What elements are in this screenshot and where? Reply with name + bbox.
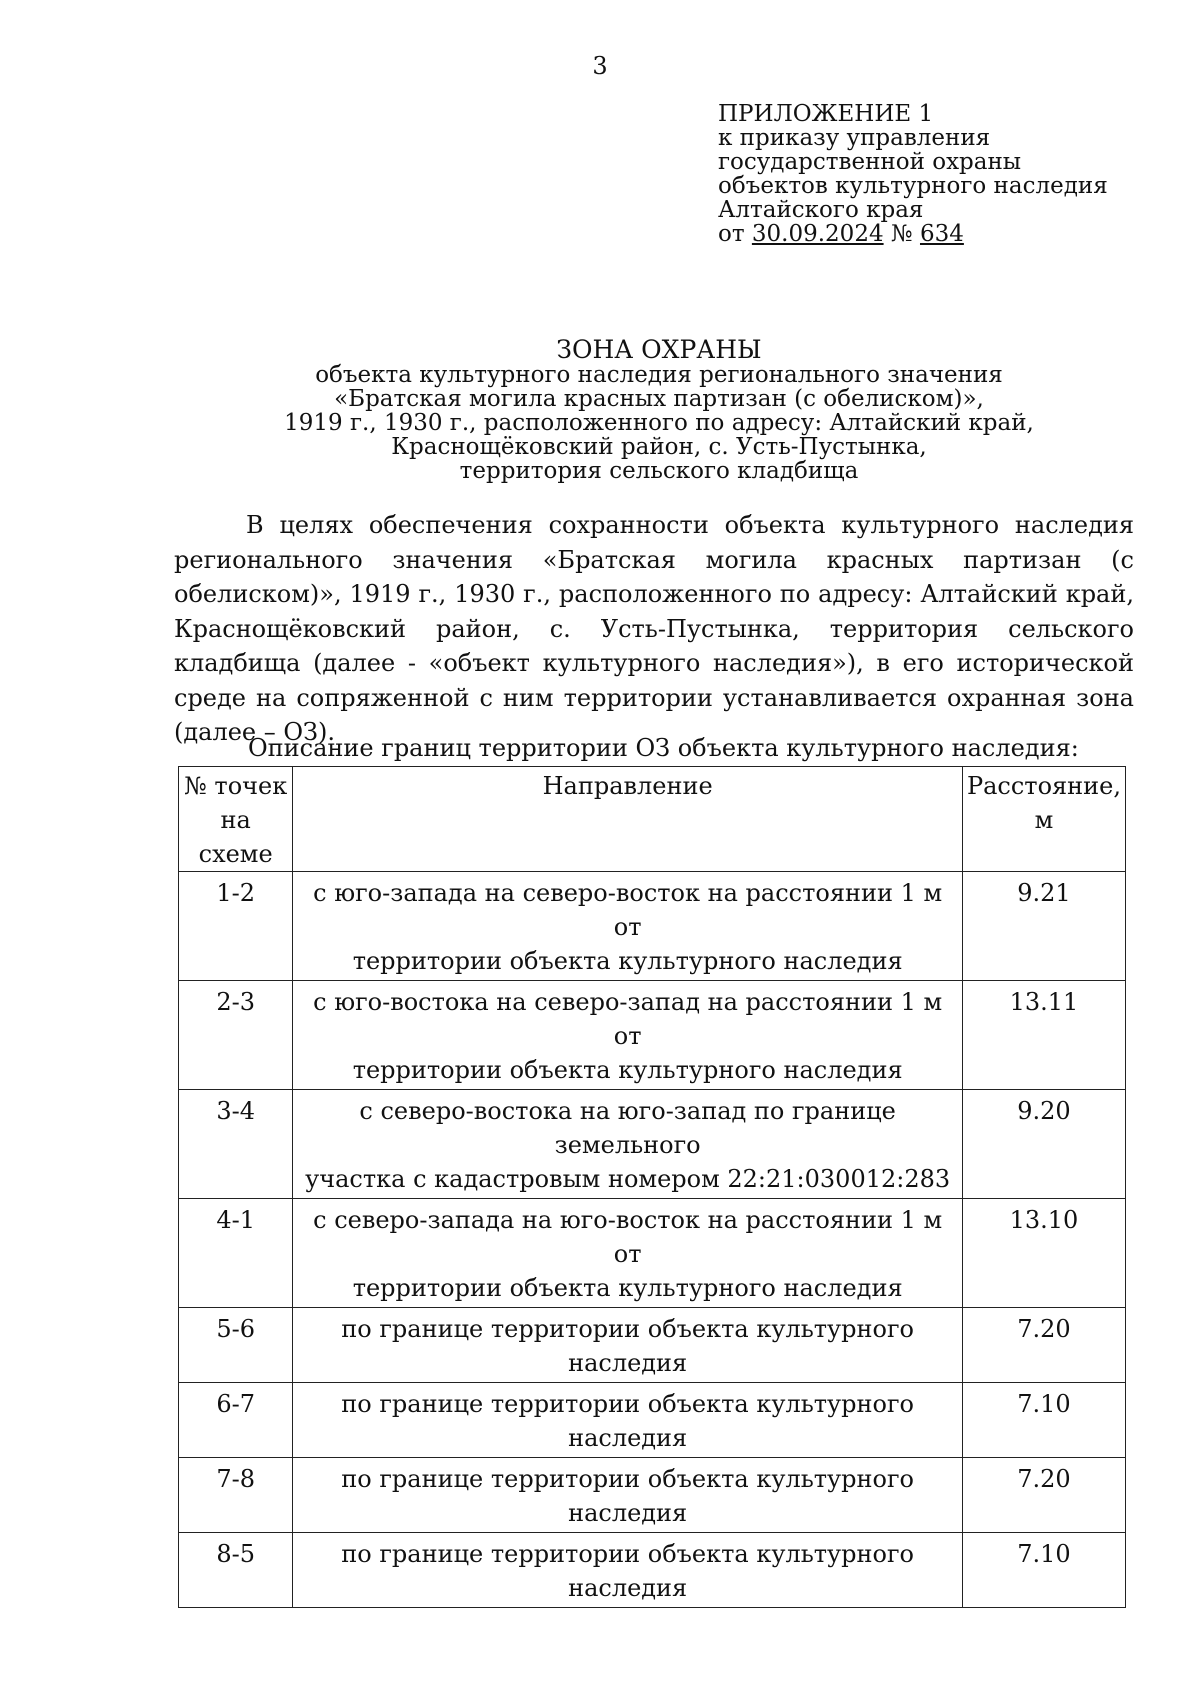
cell-points: 2-3	[179, 981, 293, 1090]
direction-line: участка с кадастровым номером 22:21:030012:283	[305, 1165, 951, 1193]
cell-direction	[293, 981, 963, 1090]
cell-direction	[293, 1090, 963, 1199]
table-row	[179, 1383, 1126, 1458]
table-caption: Описание границ территории ОЗ объекта культурного наследия:	[248, 734, 1079, 762]
cell-distance: 7.10	[962, 1533, 1125, 1608]
number-prefix: №	[890, 221, 913, 247]
cell-points: 6-7	[179, 1383, 293, 1458]
header-points-line: № точек	[184, 772, 288, 800]
direction-line: территории объекта культурного наследия	[352, 1274, 903, 1302]
table-row	[179, 981, 1126, 1090]
table-row	[179, 872, 1126, 981]
direction-line: с северо-запада на юго-восток на расстоянии 1 м от	[313, 1206, 943, 1268]
appendix-date-line	[718, 222, 1108, 246]
cell-distance: 13.10	[962, 1199, 1125, 1308]
date-prefix: от	[718, 221, 745, 247]
table-row	[179, 1308, 1126, 1383]
appendix-line: к приказу управления	[718, 125, 991, 151]
cell-points: 3-4	[179, 1090, 293, 1199]
direction-line: с юго-запада на северо-восток на расстоянии 1 м от	[313, 879, 943, 941]
appendix-line: государственной охраны	[718, 149, 1022, 175]
cell-direction	[293, 1199, 963, 1308]
cell-direction: по границе территории объекта культурного наследия	[293, 1533, 963, 1608]
cell-distance: 13.11	[962, 981, 1125, 1090]
title-main: ЗОНА ОХРАНЫ	[556, 335, 762, 364]
appendix-header	[718, 102, 1108, 246]
title-line: 1919 г., 1930 г., расположенного по адресу: Алтайский край,	[284, 410, 1034, 436]
cell-distance: 7.20	[962, 1458, 1125, 1533]
cell-direction: по границе территории объекта культурного наследия	[293, 1458, 963, 1533]
header-direction: Направление	[293, 767, 963, 872]
title-line: Краснощёковский район, с. Усть-Пустынка,	[391, 434, 927, 460]
document-title	[160, 336, 1158, 483]
table-row	[179, 1090, 1126, 1199]
direction-line: территории объекта культурного наследия	[352, 947, 903, 975]
appendix-title: ПРИЛОЖЕНИЕ 1	[718, 101, 934, 127]
cell-points: 8-5	[179, 1533, 293, 1608]
cell-direction: по границе территории объекта культурного наследия	[293, 1383, 963, 1458]
boundary-table	[178, 766, 1126, 1608]
table-row	[179, 1533, 1126, 1608]
appendix-line: объектов культурного наследия	[718, 173, 1108, 199]
cell-direction	[293, 872, 963, 981]
header-distance	[962, 767, 1125, 872]
cell-points: 4-1	[179, 1199, 293, 1308]
direction-line: с юго-востока на северо-запад на расстоянии 1 м от	[313, 988, 943, 1050]
body-paragraph: В целях обеспечения сохранности объекта культурного наследия регионального значения «Братская могила красных партизан (с обелиском)», 1919 г., 1930 г., расположенного по адресу: Алтайский край, Краснощёковский район, с. Усть-Пустынка, территория сельского кладбища (далее - «объект культурного наследия»), в его исторической среде на сопряженной с ним территории устанавливается охранная зона (далее – ОЗ).	[174, 511, 1134, 746]
title-line: территория сельского кладбища	[459, 458, 859, 484]
cell-points: 7-8	[179, 1458, 293, 1533]
cell-points: 1-2	[179, 872, 293, 981]
title-line: «Братская могила красных партизан (с обелиском)»,	[334, 386, 984, 412]
title-line: объекта культурного наследия регионального значения	[315, 362, 1003, 388]
header-points-line: на схеме	[198, 806, 273, 868]
cell-direction: по границе территории объекта культурного наследия	[293, 1308, 963, 1383]
direction-line: с северо-востока на юго-запад по границе земельного	[359, 1097, 896, 1159]
appendix-line: Алтайского края	[718, 197, 924, 223]
header-distance-line: Расстояние,	[966, 772, 1121, 800]
direction-line: территории объекта культурного наследия	[352, 1056, 903, 1084]
cell-distance: 7.20	[962, 1308, 1125, 1383]
cell-distance: 9.21	[962, 872, 1125, 981]
table-row	[179, 1199, 1126, 1308]
table-header-row	[179, 767, 1126, 872]
table-row	[179, 1458, 1126, 1533]
cell-points: 5-6	[179, 1308, 293, 1383]
cell-distance: 7.10	[962, 1383, 1125, 1458]
header-points	[179, 767, 293, 872]
page-number: 3	[592, 52, 608, 80]
order-date: 30.09.2024	[751, 221, 884, 247]
header-distance-line: м	[1034, 806, 1054, 834]
order-number: 634	[919, 221, 964, 247]
cell-distance: 9.20	[962, 1090, 1125, 1199]
